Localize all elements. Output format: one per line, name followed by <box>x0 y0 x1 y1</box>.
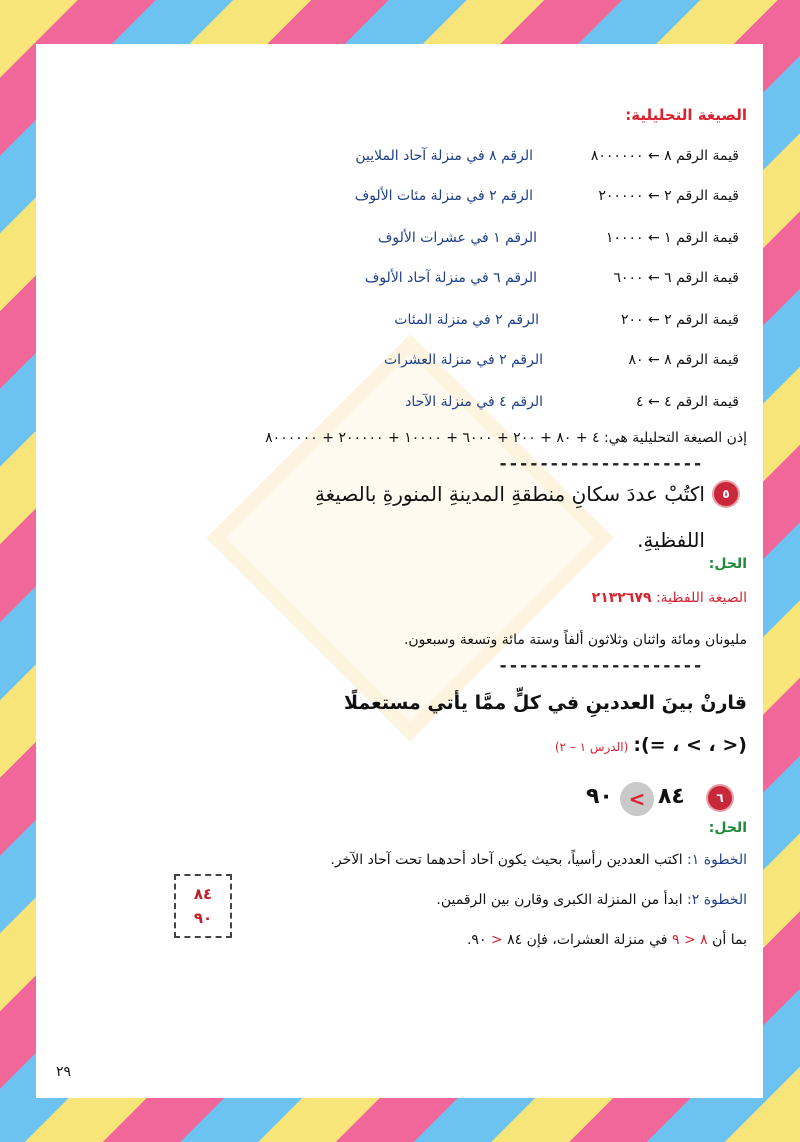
compare-symbols-line <box>555 734 747 756</box>
separator-2: -------------------- <box>498 656 703 676</box>
comparison-symbol <box>620 782 654 816</box>
place-row-6: الرقم ٢ في منزلة العشرات <box>384 352 543 368</box>
conclusion-symbol-1: < <box>683 932 696 948</box>
separator-1: -------------------- <box>498 454 703 474</box>
lesson-ref: (الدرس ١ – ٢) <box>554 740 629 754</box>
box-top-number: ٨٤ <box>193 885 213 903</box>
q5-solution-label: الحل: <box>708 556 747 572</box>
q6-right-number: ٩٠ <box>586 784 613 809</box>
box-bottom-number: ٩٠ <box>193 909 213 927</box>
place-row-7: الرقم ٤ في منزلة الآحاد <box>405 394 543 410</box>
step-1 <box>330 852 747 868</box>
analytic-summary: إذن الصيغة التحليلية هي: ٤ + ٨٠ + ٢٠٠ + ٦٠٠٠ + ١٠٠٠٠ + ٢٠٠٠٠٠ + ٨٠٠٠٠٠٠ <box>265 430 747 446</box>
step-1-label: الخطوة ١: <box>687 852 747 868</box>
step-2-label: الخطوة ٢: <box>687 892 747 908</box>
place-row-2: الرقم ٢ في منزلة مئات الألوف <box>354 188 533 204</box>
analytic-heading: الصيغة التحليلية: <box>625 106 747 124</box>
question-5-badge: ٥ <box>714 482 738 506</box>
conclusion-digit-2: ٩ <box>671 932 680 948</box>
step-2 <box>436 892 747 908</box>
question-5-line-1: اكتُبْ عددَ سكانِ منطقةِ المدينةِ المنورةِ بالصيغةِ <box>314 482 705 506</box>
value-row-2: قيمة الرقم ٢ ← ٢٠٠٠٠٠ <box>598 188 739 204</box>
place-row-5: الرقم ٢ في منزلة المئات <box>394 312 539 328</box>
conclusion-symbol-2: < <box>490 932 503 948</box>
place-row-3: الرقم ١ في عشرات الألوف <box>377 230 537 246</box>
question-6-badge: ٦ <box>708 786 732 810</box>
compare-symbols: (< ، > ، =): <box>633 734 747 756</box>
value-row-4: قيمة الرقم ٦ ← ٦٠٠٠ <box>613 270 739 286</box>
page-number: ٢٩ <box>56 1064 72 1080</box>
value-row-3: قيمة الرقم ١ ← ١٠٠٠٠ <box>605 230 739 246</box>
verbal-form-answer: مليونان ومائة واثنان وثلاثون ألفاً وستة مائة وتسعة وسبعون. <box>403 632 747 648</box>
conclusion-part-a: بما أن <box>712 932 747 948</box>
page <box>36 44 763 1098</box>
verbal-form-number: ٢١٣٢٦٧٩ <box>591 590 652 606</box>
value-row-1: قيمة الرقم ٨ ← ٨٠٠٠٠٠٠ <box>590 148 739 164</box>
vertical-numbers-box <box>174 874 232 938</box>
verbal-form-line <box>592 590 747 606</box>
value-row-5: قيمة الرقم ٢ ← ٢٠٠ <box>620 312 739 328</box>
question-5-line-2: اللفظيةِ. <box>637 528 705 552</box>
step-1-text: اكتب العددين رأسياً، بحيث يكون آحاد أحدهما تحت آحاد الآخر. <box>330 852 683 868</box>
q6-left-number: ٨٤ <box>658 784 685 809</box>
compare-title: قارنْ بينَ العددينِ في كلٍّ ممَّا يأتي مستعملًا <box>343 692 747 714</box>
step-2-text: ابدأ من المنزلة الكبرى وقارن بين الرقمين. <box>436 892 683 908</box>
conclusion-part-b: في منزلة العشرات، فإن <box>526 932 668 948</box>
conclusion <box>467 932 747 948</box>
conclusion-digit-1: ٨ <box>700 932 708 948</box>
place-row-4: الرقم ٦ في منزلة آحاد الألوف <box>364 270 537 286</box>
conclusion-number-1: ٨٤ <box>507 932 523 948</box>
value-row-6: قيمة الرقم ٨ ← ٨٠ <box>628 352 739 368</box>
value-row-7: قيمة الرقم ٤ ← ٤ <box>635 394 739 410</box>
verbal-form-label: الصيغة اللفظية: <box>655 590 747 606</box>
comparison-symbol-text: < <box>628 787 646 811</box>
conclusion-number-2: ٩٠. <box>466 932 487 948</box>
place-row-1: الرقم ٨ في منزلة آحاد الملايين <box>355 148 533 164</box>
q6-solution-label: الحل: <box>708 820 747 836</box>
